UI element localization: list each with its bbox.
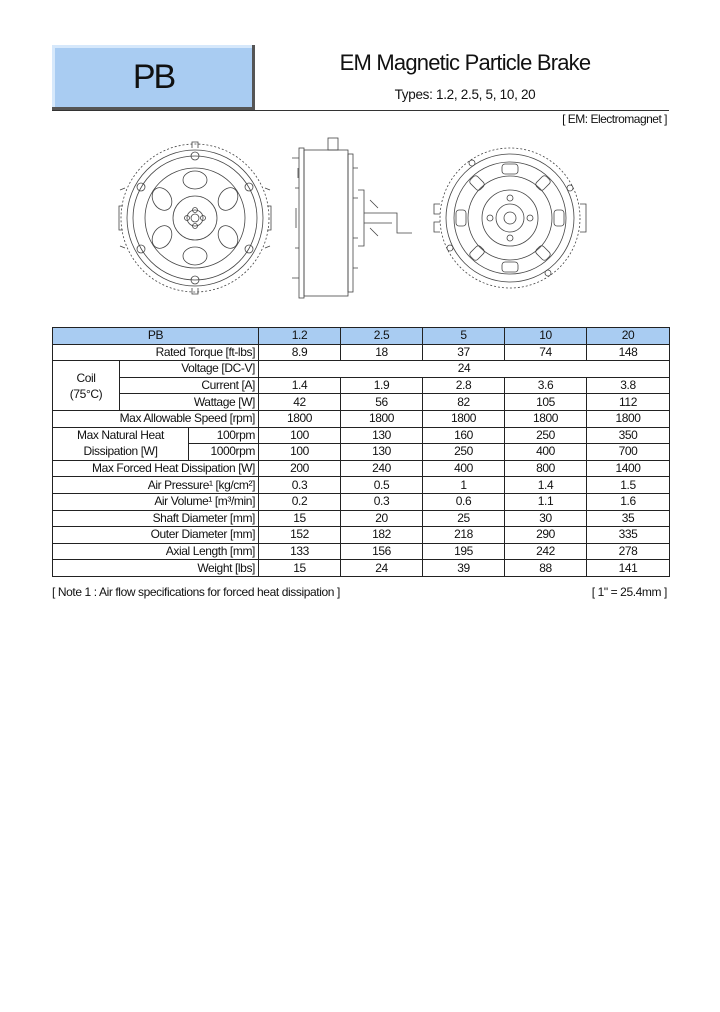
table-row <box>53 543 670 560</box>
model-badge-face <box>52 45 252 107</box>
row-label: Weight [lbs] <box>53 560 259 577</box>
table-cell: 156 <box>341 543 423 560</box>
row-label: Axial Length [mm] <box>53 543 259 560</box>
table-cell: 0.3 <box>259 477 341 494</box>
row-sublabel: 100rpm <box>189 427 259 444</box>
table-cell: 1.4 <box>505 477 587 494</box>
coil-label-line1: Coil <box>76 370 96 385</box>
header-label: PB <box>53 328 259 345</box>
row-label: Air Volume¹ [m³/min] <box>53 493 259 510</box>
table-cell: 218 <box>423 527 505 544</box>
table-cell: 240 <box>341 460 423 477</box>
table-cell: 1.5 <box>587 477 670 494</box>
table-cell: 8.9 <box>259 344 341 361</box>
table-cell: 130 <box>341 427 423 444</box>
table-cell: 130 <box>341 444 423 461</box>
table-cell: 25 <box>423 510 505 527</box>
table-cell: 800 <box>505 460 587 477</box>
table-cell: 3.8 <box>587 377 670 394</box>
table-cell: 141 <box>587 560 670 577</box>
coil-label-line2: (75°C) <box>69 386 103 401</box>
types-subtitle: Types: 1.2, 2.5, 5, 10, 20 <box>394 87 536 102</box>
table-header-row <box>53 328 670 345</box>
type-header: 10 <box>505 328 587 345</box>
header-divider <box>52 110 669 111</box>
table-cell: 1.1 <box>505 493 587 510</box>
table-cell: 400 <box>505 444 587 461</box>
table-cell: 56 <box>341 394 423 411</box>
table-row <box>53 377 670 394</box>
table-row <box>53 361 670 378</box>
table-row <box>53 527 670 544</box>
table-cell: 1.6 <box>587 493 670 510</box>
table-cell: 35 <box>587 510 670 527</box>
table-cell: 350 <box>587 427 670 444</box>
row-label: Outer Diameter [mm] <box>53 527 259 544</box>
table-cell: 24 <box>259 361 670 378</box>
table-cell: 100 <box>259 427 341 444</box>
coil-group-label <box>53 361 120 411</box>
table-cell: 37 <box>423 344 505 361</box>
table-cell: 15 <box>259 510 341 527</box>
table-row <box>53 344 670 361</box>
row-label: Air Pressure¹ [kg/cm²] <box>53 477 259 494</box>
model-badge-label: PB <box>132 58 175 96</box>
table-row <box>53 510 670 527</box>
table-cell: 30 <box>505 510 587 527</box>
table-cell: 39 <box>423 560 505 577</box>
table-row <box>53 493 670 510</box>
table-cell: 2.8 <box>423 377 505 394</box>
table-cell: 700 <box>587 444 670 461</box>
technical-drawing <box>52 128 669 308</box>
table-row <box>53 477 670 494</box>
footnote: [ Note 1 : Air flow specifications for forced heat dissipation ] <box>52 585 340 599</box>
row-label: Max Allowable Speed [rpm] <box>53 410 259 427</box>
type-header: 2.5 <box>341 328 423 345</box>
table-cell: 74 <box>505 344 587 361</box>
table-cell: 100 <box>259 444 341 461</box>
table-cell: 1800 <box>259 410 341 427</box>
table-cell: 1.4 <box>259 377 341 394</box>
em-note: [ EM: Electromagnet ] <box>562 112 667 126</box>
table-cell: 1800 <box>423 410 505 427</box>
natural-heat-label-line1: Max Natural Heat <box>53 427 189 444</box>
type-header: 1.2 <box>259 328 341 345</box>
table-cell: 290 <box>505 527 587 544</box>
table-row <box>53 410 670 427</box>
table-cell: 1400 <box>587 460 670 477</box>
table-cell: 0.2 <box>259 493 341 510</box>
table-cell: 18 <box>341 344 423 361</box>
table-cell: 20 <box>341 510 423 527</box>
table-cell: 42 <box>259 394 341 411</box>
table-cell: 1.9 <box>341 377 423 394</box>
table-cell: 1800 <box>341 410 423 427</box>
table-cell: 160 <box>423 427 505 444</box>
table-cell: 1800 <box>587 410 670 427</box>
table-cell: 1 <box>423 477 505 494</box>
table-cell: 133 <box>259 543 341 560</box>
table-cell: 250 <box>505 427 587 444</box>
table-cell: 195 <box>423 543 505 560</box>
specification-table <box>52 327 670 577</box>
row-sublabel: 1000rpm <box>189 444 259 461</box>
row-label: Shaft Diameter [mm] <box>53 510 259 527</box>
row-label: Rated Torque [ft-lbs] <box>53 344 259 361</box>
table-cell: 242 <box>505 543 587 560</box>
table-cell: 200 <box>259 460 341 477</box>
table-row <box>53 427 670 444</box>
table-cell: 24 <box>341 560 423 577</box>
table-cell: 3.6 <box>505 377 587 394</box>
page-title: EM Magnetic Particle Brake <box>339 50 591 75</box>
table-cell: 335 <box>587 527 670 544</box>
table-cell: 250 <box>423 444 505 461</box>
unit-conversion-note: [ 1" = 25.4mm ] <box>591 585 667 599</box>
table-cell: 0.6 <box>423 493 505 510</box>
rear-view-drawing <box>434 148 586 288</box>
table-cell: 148 <box>587 344 670 361</box>
table-cell: 105 <box>505 394 587 411</box>
type-header: 5 <box>423 328 505 345</box>
table-cell: 88 <box>505 560 587 577</box>
table-cell: 82 <box>423 394 505 411</box>
side-view-drawing <box>292 138 412 298</box>
table-row <box>53 394 670 411</box>
table-cell: 278 <box>587 543 670 560</box>
row-label: Wattage [W] <box>120 394 259 411</box>
row-label: Voltage [DC-V] <box>120 361 259 378</box>
table-cell: 15 <box>259 560 341 577</box>
type-header: 20 <box>587 328 670 345</box>
table-cell: 400 <box>423 460 505 477</box>
table-row <box>53 444 670 461</box>
table-cell: 1800 <box>505 410 587 427</box>
table-row <box>53 560 670 577</box>
row-label: Current [A] <box>120 377 259 394</box>
front-view-drawing <box>119 142 271 294</box>
natural-heat-label-line2: Dissipation [W] <box>53 444 189 461</box>
row-label: Max Forced Heat Dissipation [W] <box>53 460 259 477</box>
table-cell: 0.3 <box>341 493 423 510</box>
table-row <box>53 460 670 477</box>
table-cell: 182 <box>341 527 423 544</box>
table-cell: 112 <box>587 394 670 411</box>
model-badge <box>52 45 255 110</box>
table-cell: 0.5 <box>341 477 423 494</box>
table-cell: 152 <box>259 527 341 544</box>
